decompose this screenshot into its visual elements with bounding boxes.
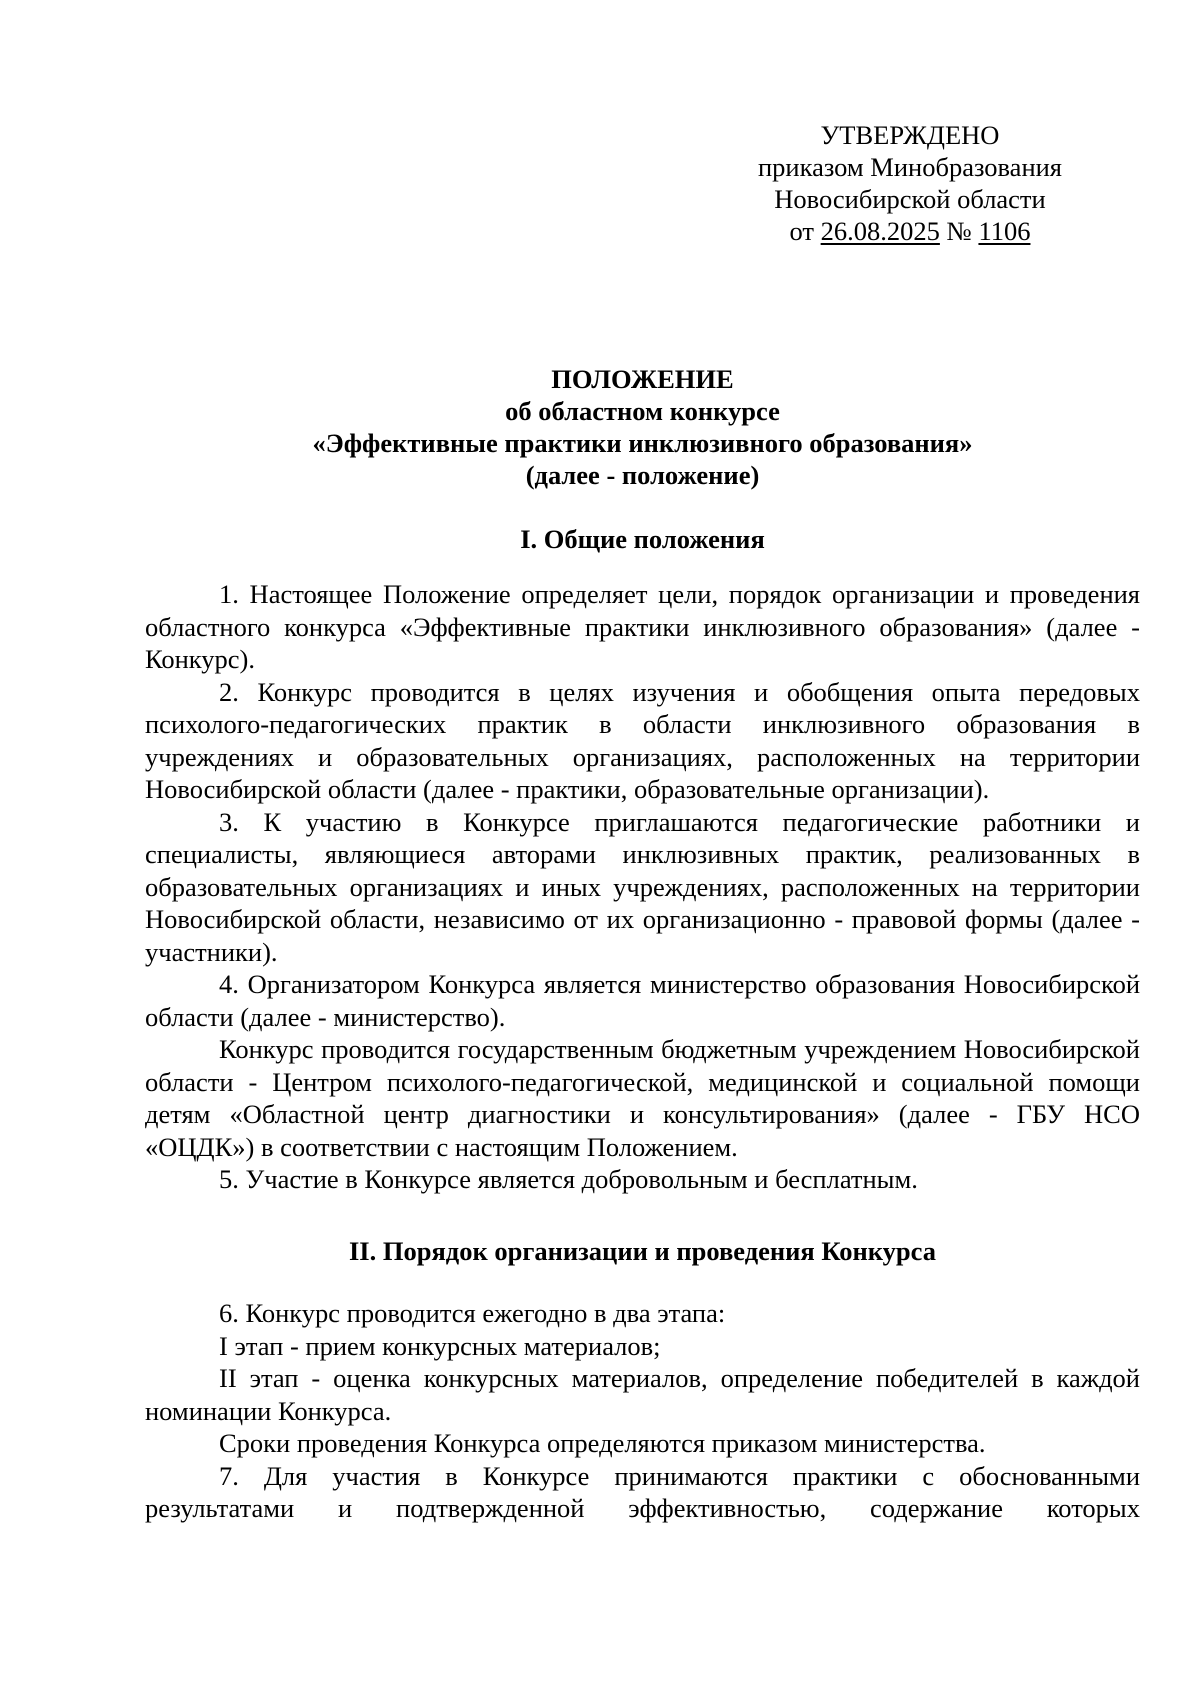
paragraph: 1. Настоящее Положение определяет цели, порядок организации и проведения областного конкурса «Эффективные практики инклюзивного образования» (далее - Конкурс). — [145, 579, 1140, 674]
approval-date-line — [700, 215, 1120, 247]
approval-number: 1106 — [978, 216, 1031, 246]
paragraph: 5. Участие в Конкурсе является добровольным и бесплатным. — [219, 1164, 918, 1194]
paragraph: 4. Организатором Конкурса является министерство образования Новосибирской области (далее - министерство). — [145, 969, 1140, 1032]
paragraph: I этап - прием конкурсных материалов; — [219, 1330, 661, 1361]
section-2-heading: II. Порядок организации и проведения Конкурса — [348, 1236, 936, 1266]
title-line-3: «Эффективные практики инклюзивного образования» — [312, 428, 973, 458]
paragraph: II этап - оценка конкурсных материалов, определение победителей в каждой номинации Конкурса. — [145, 1363, 1140, 1426]
section-1-body — [145, 578, 1140, 1196]
title-line-4: (далее - положение) — [525, 460, 760, 490]
title-line-1: ПОЛОЖЕНИЕ — [551, 364, 734, 394]
paragraph: Конкурс проводится государственным бюджетным учреждением Новосибирской области - Центром психолого-педагогической, медицинской и социальной помощи детям «Областной центр диагностики и консультирования» (далее - ГБУ НСО «ОЦДК») в соответствии с настоящим Положением. — [145, 1034, 1140, 1162]
approval-number-sign: № — [946, 216, 972, 246]
approval-region-line: Новосибирской области — [774, 184, 1046, 214]
approval-date: 26.08.2025 — [820, 216, 940, 246]
section-1-heading: I. Общие положения — [520, 524, 765, 554]
approval-order-line: приказом Минобразования — [757, 152, 1062, 182]
paragraph: 2. Конкурс проводится в целях изучения и обобщения опыта передовых психолого-педагогических практик в области инклюзивного образования в учреждениях и образовательных организациях, расположенных на территории Новосибирской области (далее - практики, образовательные организации). — [145, 676, 1140, 804]
approval-stamp — [700, 119, 1120, 247]
paragraph: 6. Конкурс проводится ежегодно в два этапа: — [219, 1298, 726, 1328]
document-title — [145, 363, 1140, 491]
section-2-body — [145, 1297, 1140, 1525]
title-line-2: об областном конкурсе — [505, 396, 780, 426]
paragraph: 7. Для участия в Конкурсе принимаются практики с обоснованными результатами и подтвержденной эффективностью, содержание которых — [145, 1460, 1140, 1523]
paragraph: 3. К участию в Конкурсе приглашаются педагогические работники и специалисты, являющиеся авторами инклюзивных практик, реализованных в образовательных организациях и иных учреждениях, расположенных на территории Новосибирской области, независимо от их организационно - правовой формы (далее - участники). — [145, 806, 1140, 967]
approval-title: УТВЕРЖДЕНО — [820, 120, 1000, 150]
paragraph: Сроки проведения Конкурса определяются приказом министерства. — [219, 1428, 986, 1458]
approval-from: от — [789, 216, 815, 246]
